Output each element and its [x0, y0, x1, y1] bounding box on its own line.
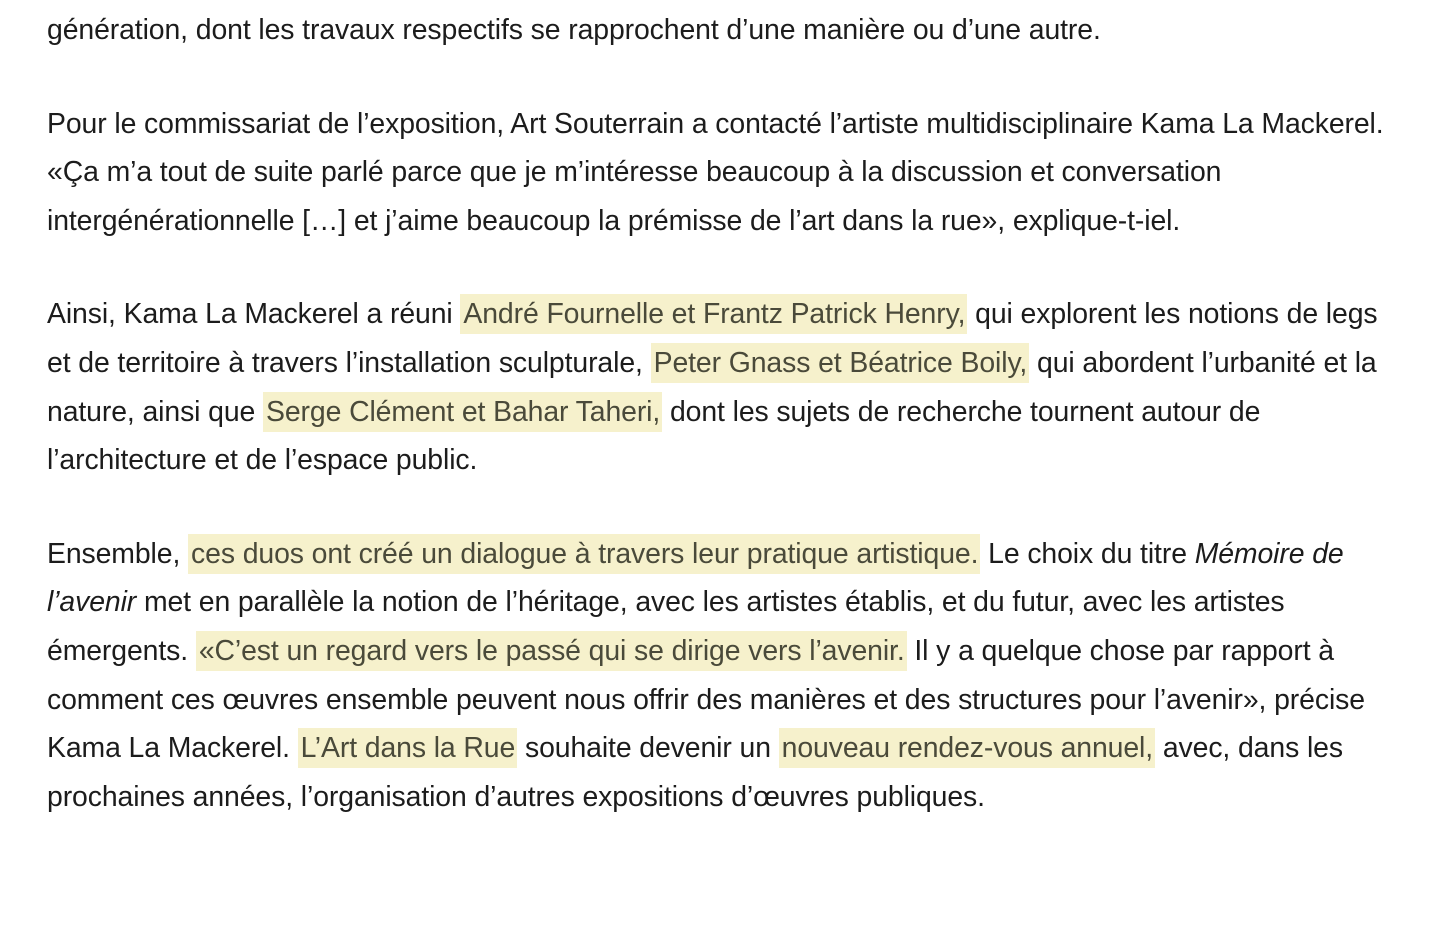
- highlight-rendez-vous-annuel[interactable]: nouveau rendez-vous annuel,: [779, 728, 1155, 768]
- text-segment: qui abordent l’urbanité et la nature, ainsi que: [47, 346, 1377, 428]
- text-segment: Ainsi, Kama La Mackerel a réuni: [47, 298, 461, 331]
- text-segment: Il y a quelque chose par rapport à comment ces œuvres ensemble peuvent nous offrir des manières et des structures pour l’avenir», précise Kama La Mackerel.: [47, 634, 1365, 765]
- paragraph-4: [47, 530, 1387, 822]
- paragraph-2-text: Pour le commissariat de l’exposition, Art Souterrain a contacté l’artiste multidisciplinaire Kama La Mackerel. «Ça m’a tout de suite parlé parce que je m’intéresse beaucoup à la discussion et conversation intergénérationnelle […] et j’aime beaucoup la prémisse de l’art dans la rue», explique-t-iel.: [47, 107, 1384, 237]
- text-segment: avec, dans les prochaines années, l’organisation d’autres expositions d’œuvres publiques.: [47, 732, 1343, 813]
- text-segment: Le choix du titre: [980, 537, 1195, 570]
- text-segment: qui explorent les notions de legs et de territoire à travers l’installation sculpturale,: [47, 298, 1378, 379]
- article-body: [47, 6, 1387, 866]
- paragraph-1: [47, 6, 1387, 55]
- highlight-quote-regard-passe[interactable]: «C’est un regard vers le passé qui se dirige vers l’avenir.: [196, 631, 907, 671]
- paragraph-1-text: génération, dont les travaux respectifs se rapprochent d’une manière ou d’une autre.: [47, 14, 1101, 46]
- text-segment: Ensemble,: [47, 537, 189, 570]
- paragraph-3: [47, 290, 1387, 484]
- highlight-peter-gnass-beatrice-boily[interactable]: Peter Gnass et Béatrice Boily,: [651, 343, 1030, 383]
- highlight-serge-clement-bahar-taheri[interactable]: Serge Clément et Bahar Taheri,: [263, 392, 662, 432]
- highlight-duos-dialogue[interactable]: ces duos ont créé un dialogue à travers leur pratique artistique.: [188, 534, 980, 574]
- highlight-andre-fournelle-frantz-patrick-henry[interactable]: André Fournelle et Frantz Patrick Henry,: [460, 294, 967, 334]
- highlight-art-dans-la-rue[interactable]: L’Art dans la Rue: [298, 728, 518, 768]
- text-segment: met en parallèle la notion de l’héritage, avec les artistes établis, et du futur, avec les artistes émergents.: [47, 586, 1285, 667]
- text-segment: dont les sujets de recherche tournent autour de l’architecture et de l’espace public.: [47, 395, 1261, 477]
- exhibition-title: Mémoire de l’avenir: [47, 537, 1344, 619]
- paragraph-2: [47, 100, 1387, 246]
- text-segment: souhaite devenir un: [517, 732, 779, 765]
